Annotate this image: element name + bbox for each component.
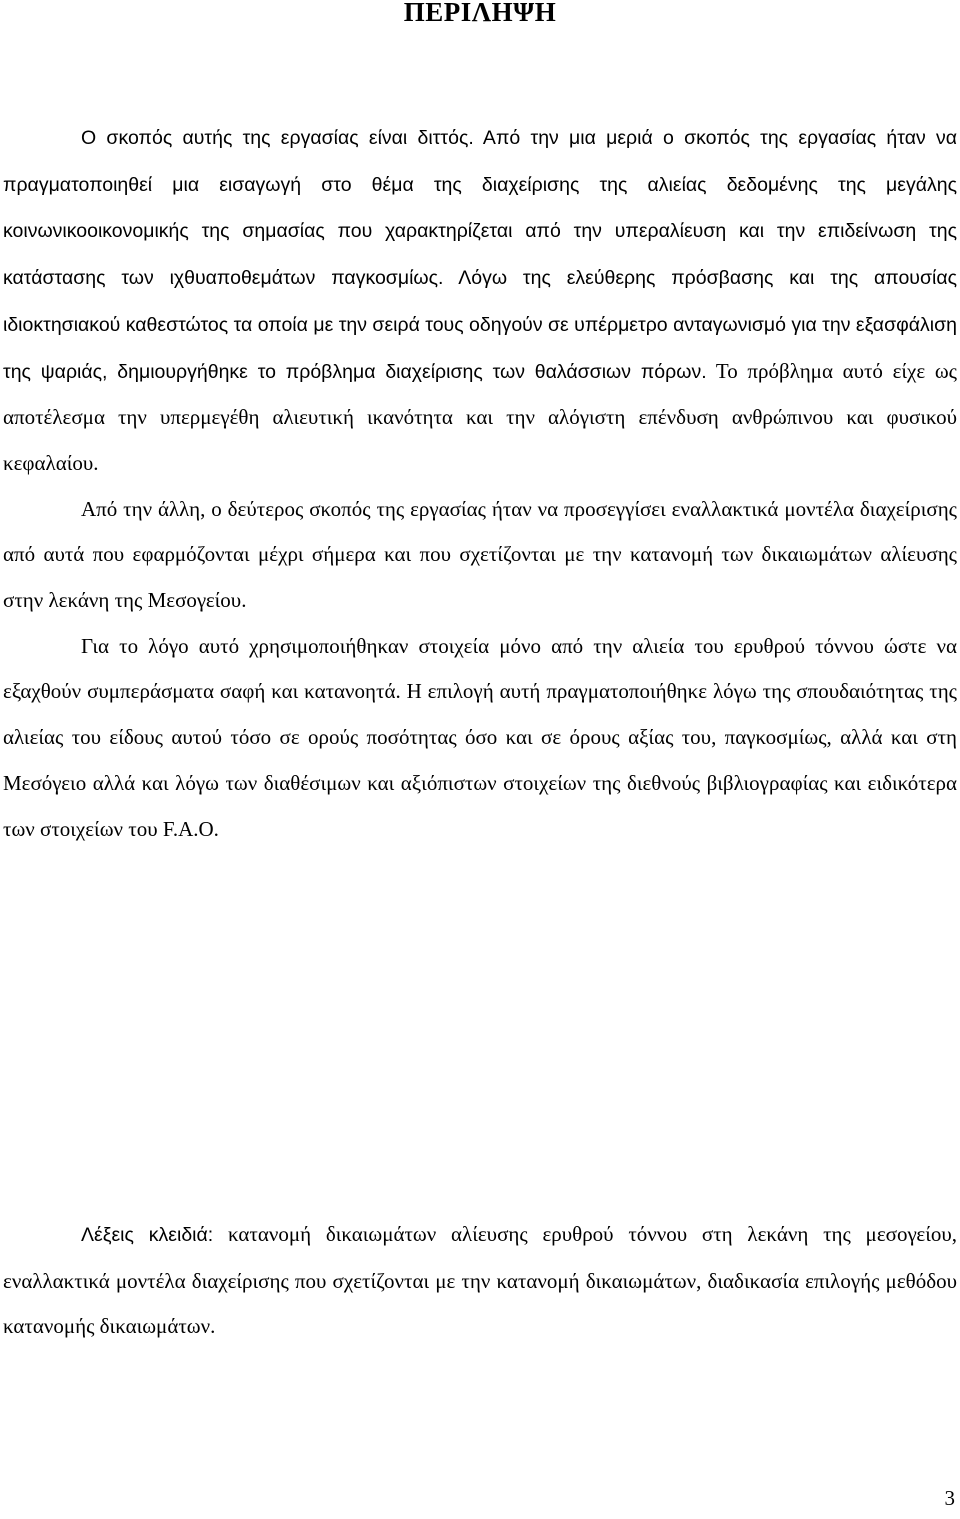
- abstract-body: [3, 115, 957, 852]
- paragraph-purpose: [3, 115, 957, 487]
- paragraph-purpose-serif-text: Το πρόβλημα αυτό είχε ως αποτέλεσμα την υπερμεγέθη αλιευτική ικανότητα και την αλόγιστη επένδυση ανθρώπινου και φυσικού κεφαλαίου.: [3, 358, 957, 475]
- paragraph-purpose-sans-text: Ο σκοπός αυτής της εργασίας είναι διττός. Από την μια μεριά ο σκοπός της εργασίας ήταν να πραγματοποιηθεί μια εισαγωγή στο θέμα της διαχείρισης της αλιείας δεδομένης της μεγάλης κοινωνικοοικονομικής της σημασίας που χαρακτηρίζεται από την υπεραλίευση και την επιδείνωση της κατάστασης των ιχθυαποθεμάτων παγκοσμίως. Λόγω της ελεύθερης πρόσβασης και της απουσίας ιδιοκτησιακού καθεστώτος τα οποία με την σειρά τους οδηγούν σε υπέρμετρο ανταγωνισμό για την εξασφάλιση της ψαριάς, δημιουργήθηκε το πρόβλημα διαχείρισης των θαλάσσιων πόρων.: [3, 127, 957, 383]
- keywords-block: [3, 1212, 957, 1350]
- page-title: ΠΕΡΙΛΗΨΗ: [403, 0, 557, 27]
- paragraph-second-purpose: Από την άλλη, ο δεύτερος σκοπός της εργασίας ήταν να προσεγγίσει εναλλακτικά μοντέλα διαχείρισης από αυτά που εφαρμόζονται μέχρι σήμερα και που σχετίζονται με την κατανομή των δικαιωμάτων αλίευσης στην λεκάνη της Μεσογείου.: [3, 496, 957, 613]
- page-number: 3: [944, 1486, 955, 1510]
- keywords-text: κατανομή δικαιωμάτων αλίευσης ερυθρού τόννου στη λεκάνη της μεσογείου, εναλλακτικά μοντέλα διαχείρισης που σχετίζονται με την κατανομή δικαιωμάτων, διαδικασία επιλογής μεθόδου κατανομής δικαιωμάτων.: [3, 1222, 957, 1339]
- keywords-label: Λέξεις κλειδιά:: [81, 1224, 214, 1246]
- paragraph-method: Για το λόγο αυτό χρησιμοποιήθηκαν στοιχεία μόνο από την αλιεία του ερυθρού τόννου ώστε να εξαχθούν συμπεράσματα σαφή και κατανοητά. Η επιλογή αυτή πραγματοποιήθηκε λόγω της σπουδαιότητας της αλιείας του είδους αυτού τόσο σε ορούς ποσότητας όσο και σε όρους αξίας του, παγκοσμίως, αλλά και στη Μεσόγειο αλλά και λόγω των διαθέσιμων και αξιόπιστων στοιχείων της διεθνούς βιβλιογραφίας και ειδικότερα των στοιχείων του F.A.O.: [3, 633, 957, 841]
- keywords-paragraph: [3, 1212, 957, 1350]
